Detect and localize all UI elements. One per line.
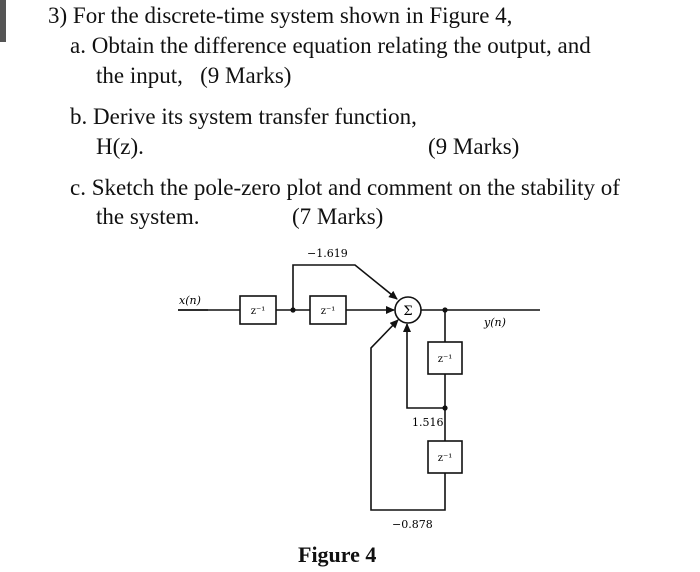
feedback-branch-2 — [371, 320, 445, 510]
part-a-line2: the input, (9 Marks) — [96, 63, 292, 88]
part-c-marks: (7 Marks) — [292, 204, 384, 229]
part-c-line2: the system. — [96, 204, 200, 229]
part-c-line1: c. Sketch the pole-zero plot and comment on the stability of — [70, 175, 620, 200]
question-heading: 3) For the discrete-time system shown in Figure 4, — [48, 3, 513, 28]
feedback-branch-1 — [407, 324, 445, 408]
part-a-line1: a. Obtain the difference equation relating the output, and — [70, 33, 591, 58]
delay-label-1: z⁻¹ — [250, 306, 266, 317]
input-label: x(n) — [179, 294, 201, 307]
feedforward-branch — [293, 265, 397, 310]
delay-label-2: z⁻¹ — [320, 306, 336, 317]
sum-symbol: Σ — [403, 304, 413, 319]
coef-feedback-2: −0.878 — [392, 518, 433, 531]
figure-caption: Figure 4 — [298, 542, 377, 567]
delay-label-4: z⁻¹ — [437, 453, 453, 464]
junction-dot-1 — [290, 307, 295, 312]
coef-feedback-1: 1.516 — [412, 416, 444, 429]
part-b-line2: H(z). — [96, 134, 144, 159]
junction-dot-2 — [442, 307, 447, 312]
junction-dot-3 — [442, 405, 447, 410]
part-b-line1: b. Derive its system transfer function, — [70, 104, 417, 129]
output-label: y(n) — [484, 316, 506, 329]
part-b-marks: (9 Marks) — [428, 134, 520, 159]
coef-feedforward: −1.619 — [307, 247, 348, 260]
delay-label-3: z⁻¹ — [437, 354, 453, 365]
